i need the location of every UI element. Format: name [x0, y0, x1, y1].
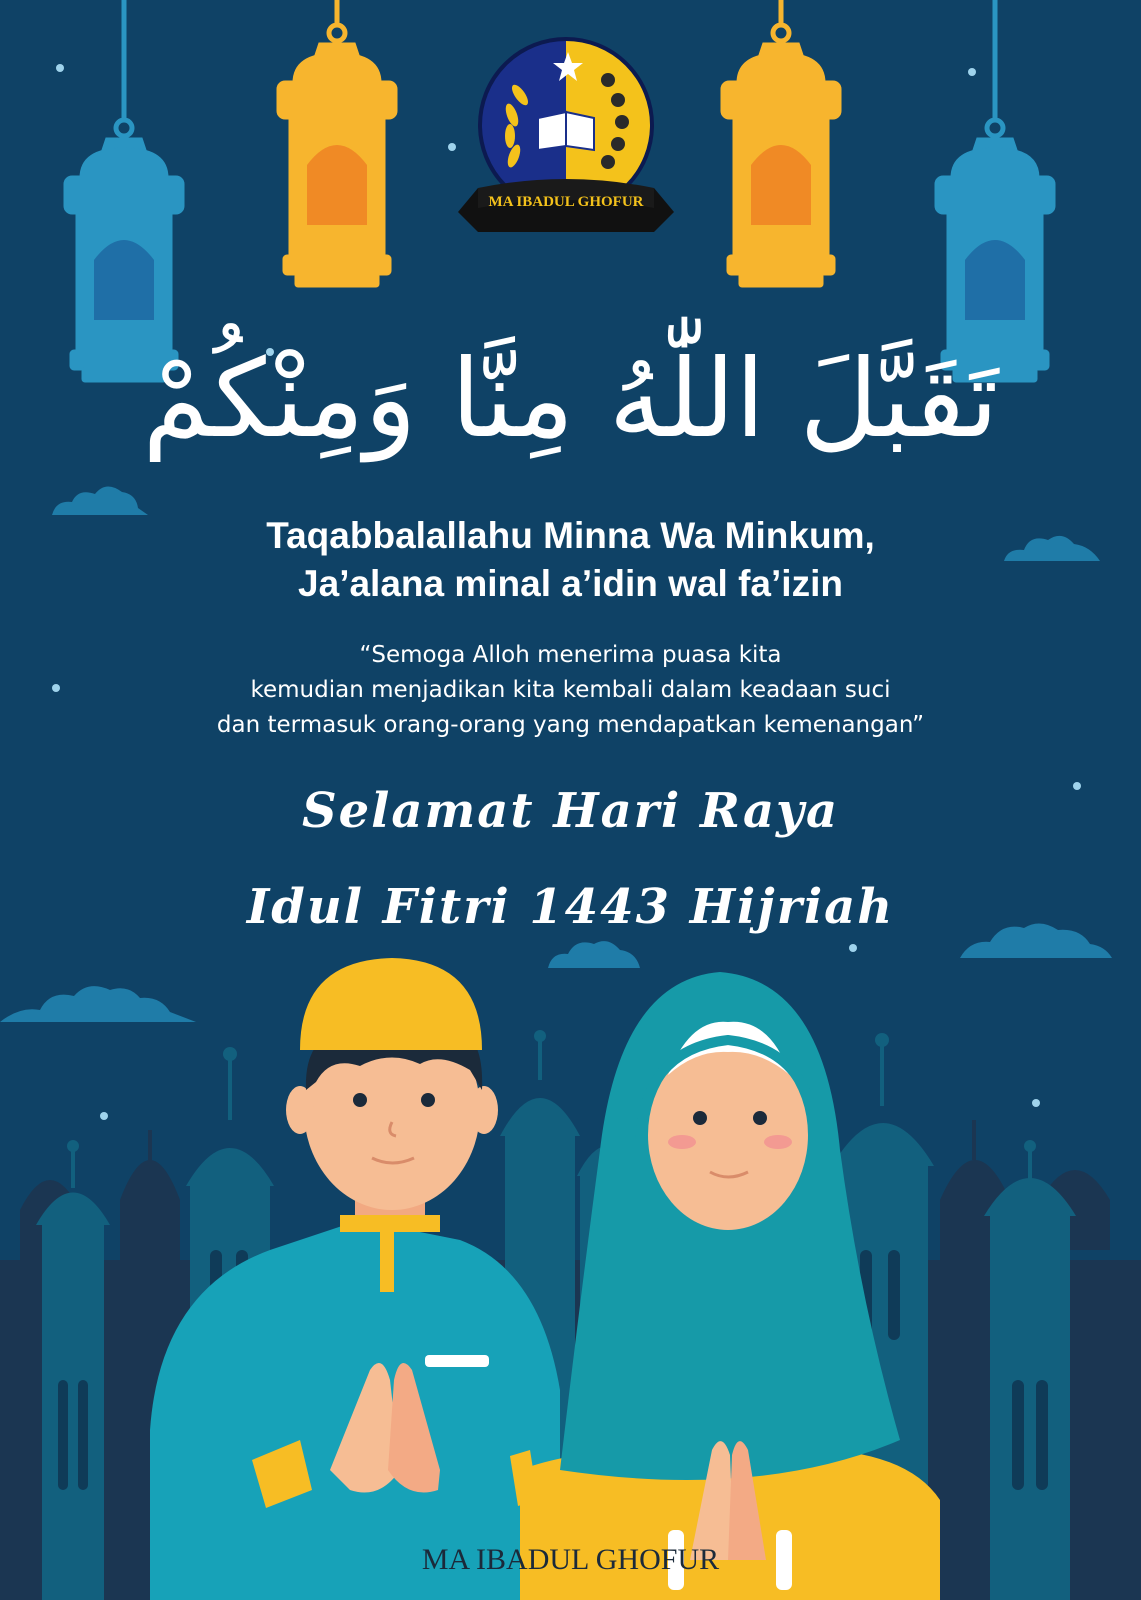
quote-line-1: “Semoga Alloh menerima puasa kita	[359, 642, 782, 668]
greeting-latin-line-2: Ja’alana minal a’idin wal fa’izin	[298, 563, 843, 604]
quote-line-3: dan termasuk orang-orang yang mendapatkan kemenangan”	[216, 712, 925, 738]
eid-greeting-line-2: Idul Fitri 1443 Hijriah	[246, 879, 895, 935]
greeting-latin-line-1: Taqabbalallahu Minna Wa Minkum,	[266, 515, 875, 556]
eid-greeting-line-1: Selamat Hari Raya	[301, 783, 840, 839]
arabic-calligraphy-title: تَقَبَّلَ اللّٰهُ مِنَّا وَمِنْكُمْ	[142, 337, 999, 462]
school-name-footer: MA IBADUL GHOFUR	[421, 1543, 720, 1576]
logo-ribbon-text: MA IBADUL GHOFUR	[488, 194, 644, 210]
quote-line-2: kemudian menjadikan kita kembali dalam keadaan suci	[250, 677, 891, 703]
